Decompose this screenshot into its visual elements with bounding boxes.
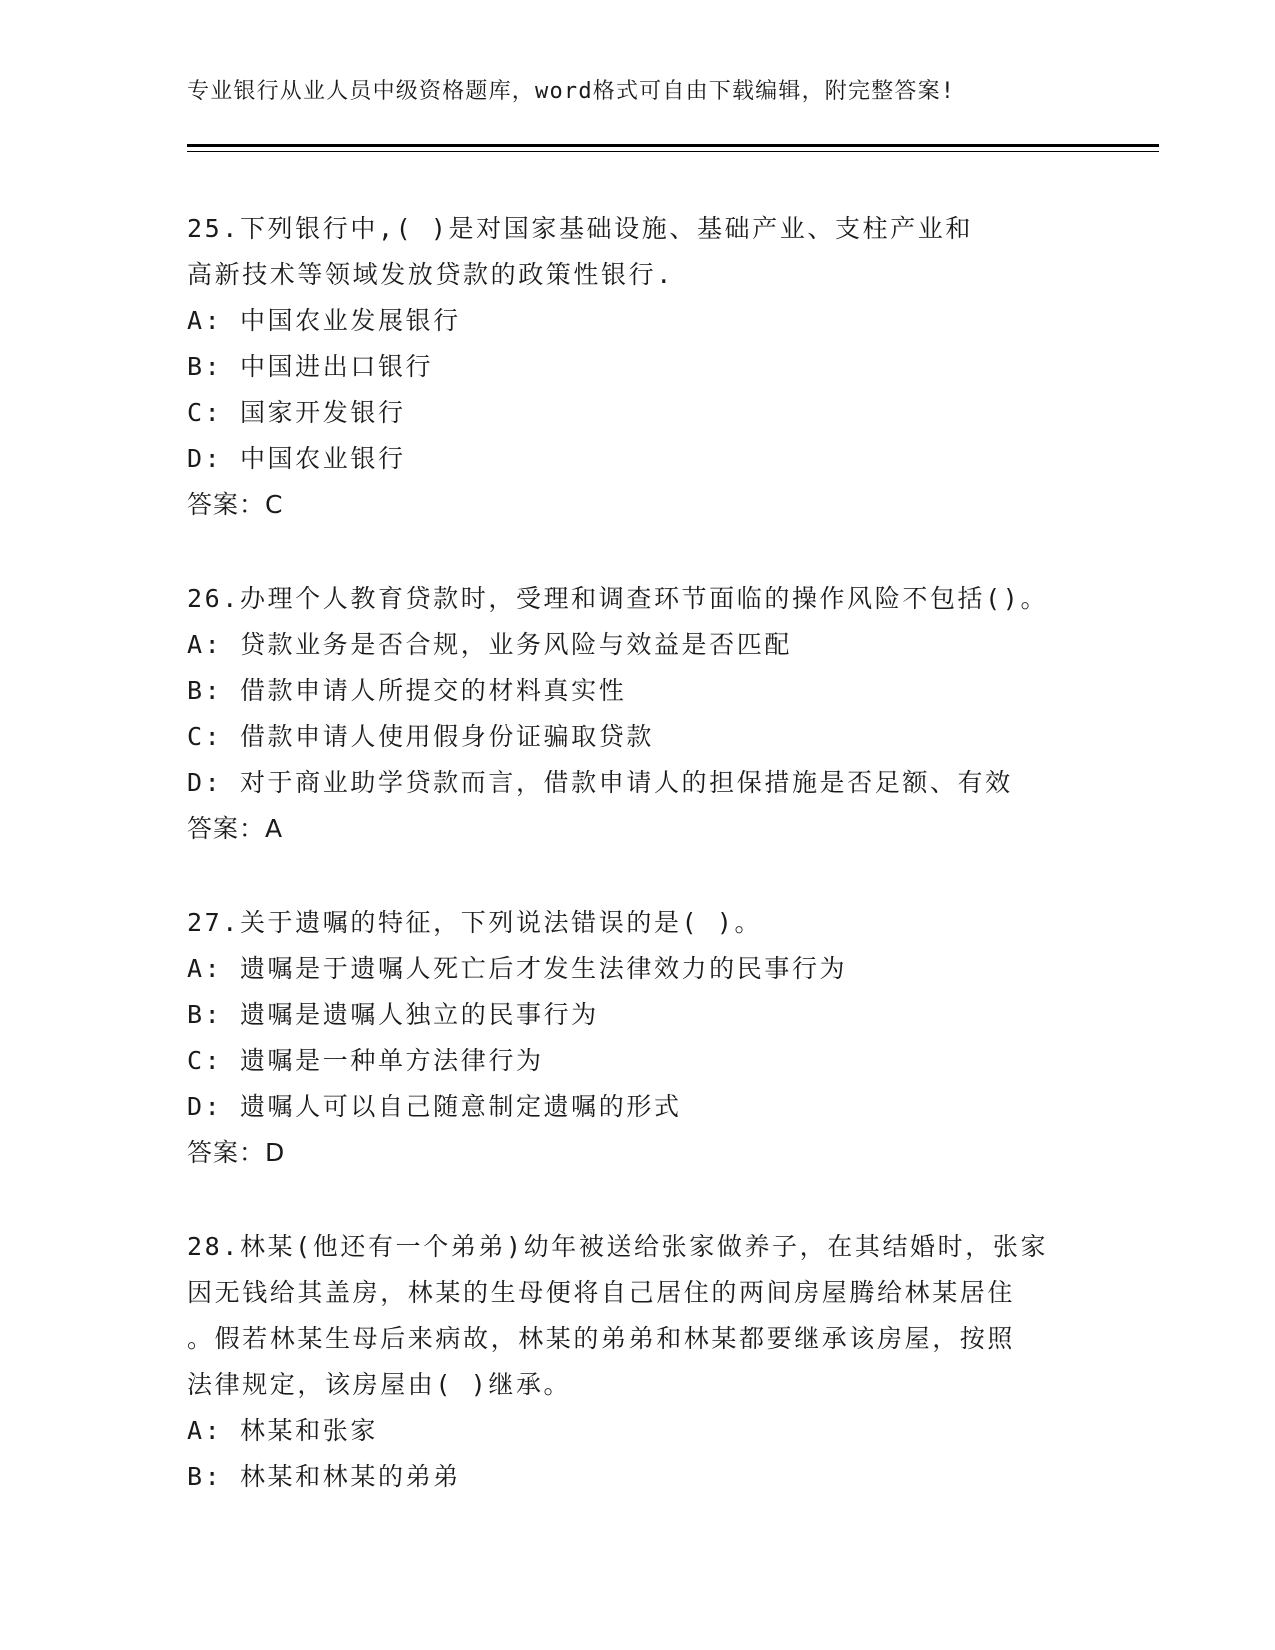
header-divider-thin	[187, 151, 1159, 152]
question-25	[187, 206, 1087, 528]
question-28	[187, 1224, 1087, 1500]
option-d: D: 中国农业银行	[187, 444, 406, 473]
question-text-line: 。假若林某生母后来病故，林某的弟弟和林某都要继承该房屋，按照	[187, 1324, 1016, 1353]
answer-text: 答案：C	[187, 490, 284, 519]
option-a: A: 贷款业务是否合规，业务风险与效益是否匹配	[187, 630, 792, 659]
option-d: D: 对于商业助学贷款而言，借款申请人的担保措施是否足额、有效	[187, 768, 1013, 797]
question-list	[187, 206, 1087, 1548]
question-27	[187, 900, 1087, 1176]
option-c: C: 国家开发银行	[187, 398, 406, 427]
option-c: C: 遗嘱是一种单方法律行为	[187, 1046, 544, 1075]
header-divider-thick	[187, 144, 1159, 147]
question-26	[187, 576, 1087, 852]
question-text-line: 26.办理个人教育贷款时，受理和调查环节面临的操作风险不包括()。	[187, 584, 1049, 613]
option-b: B: 借款申请人所提交的材料真实性	[187, 676, 627, 705]
question-text-line: 法律规定，该房屋由( )继承。	[187, 1370, 572, 1399]
option-d: D: 遗嘱人可以自己随意制定遗嘱的形式	[187, 1092, 682, 1121]
option-b: B: 林某和林某的弟弟	[187, 1462, 461, 1491]
question-text-line: 28.林某(他还有一个弟弟)幼年被送给张家做养子，在其结婚时，张家	[187, 1232, 1049, 1261]
option-b: B: 遗嘱是遗嘱人独立的民事行为	[187, 1000, 599, 1029]
option-a: A: 林某和张家	[187, 1416, 378, 1445]
option-a: A: 遗嘱是于遗嘱人死亡后才发生法律效力的民事行为	[187, 954, 848, 983]
option-b: B: 中国进出口银行	[187, 352, 434, 381]
answer-text: 答案：D	[187, 1138, 286, 1167]
question-text-line: 因无钱给其盖房，林某的生母便将自己居住的两间房屋腾给林某居住	[187, 1278, 1016, 1307]
answer-text: 答案：A	[187, 814, 284, 843]
question-text-line: 25.下列银行中,( )是对国家基础设施、基础产业、支柱产业和	[187, 214, 973, 243]
option-a: A: 中国农业发展银行	[187, 306, 461, 335]
page-header-title: 专业银行从业人员中级资格题库，word格式可自由下载编辑，附完整答案!	[187, 79, 956, 104]
question-text-line: 高新技术等领域发放贷款的政策性银行.	[187, 260, 674, 289]
option-c: C: 借款申请人使用假身份证骗取贷款	[187, 722, 654, 751]
question-text-line: 27.关于遗嘱的特征，下列说法错误的是( )。	[187, 908, 763, 937]
